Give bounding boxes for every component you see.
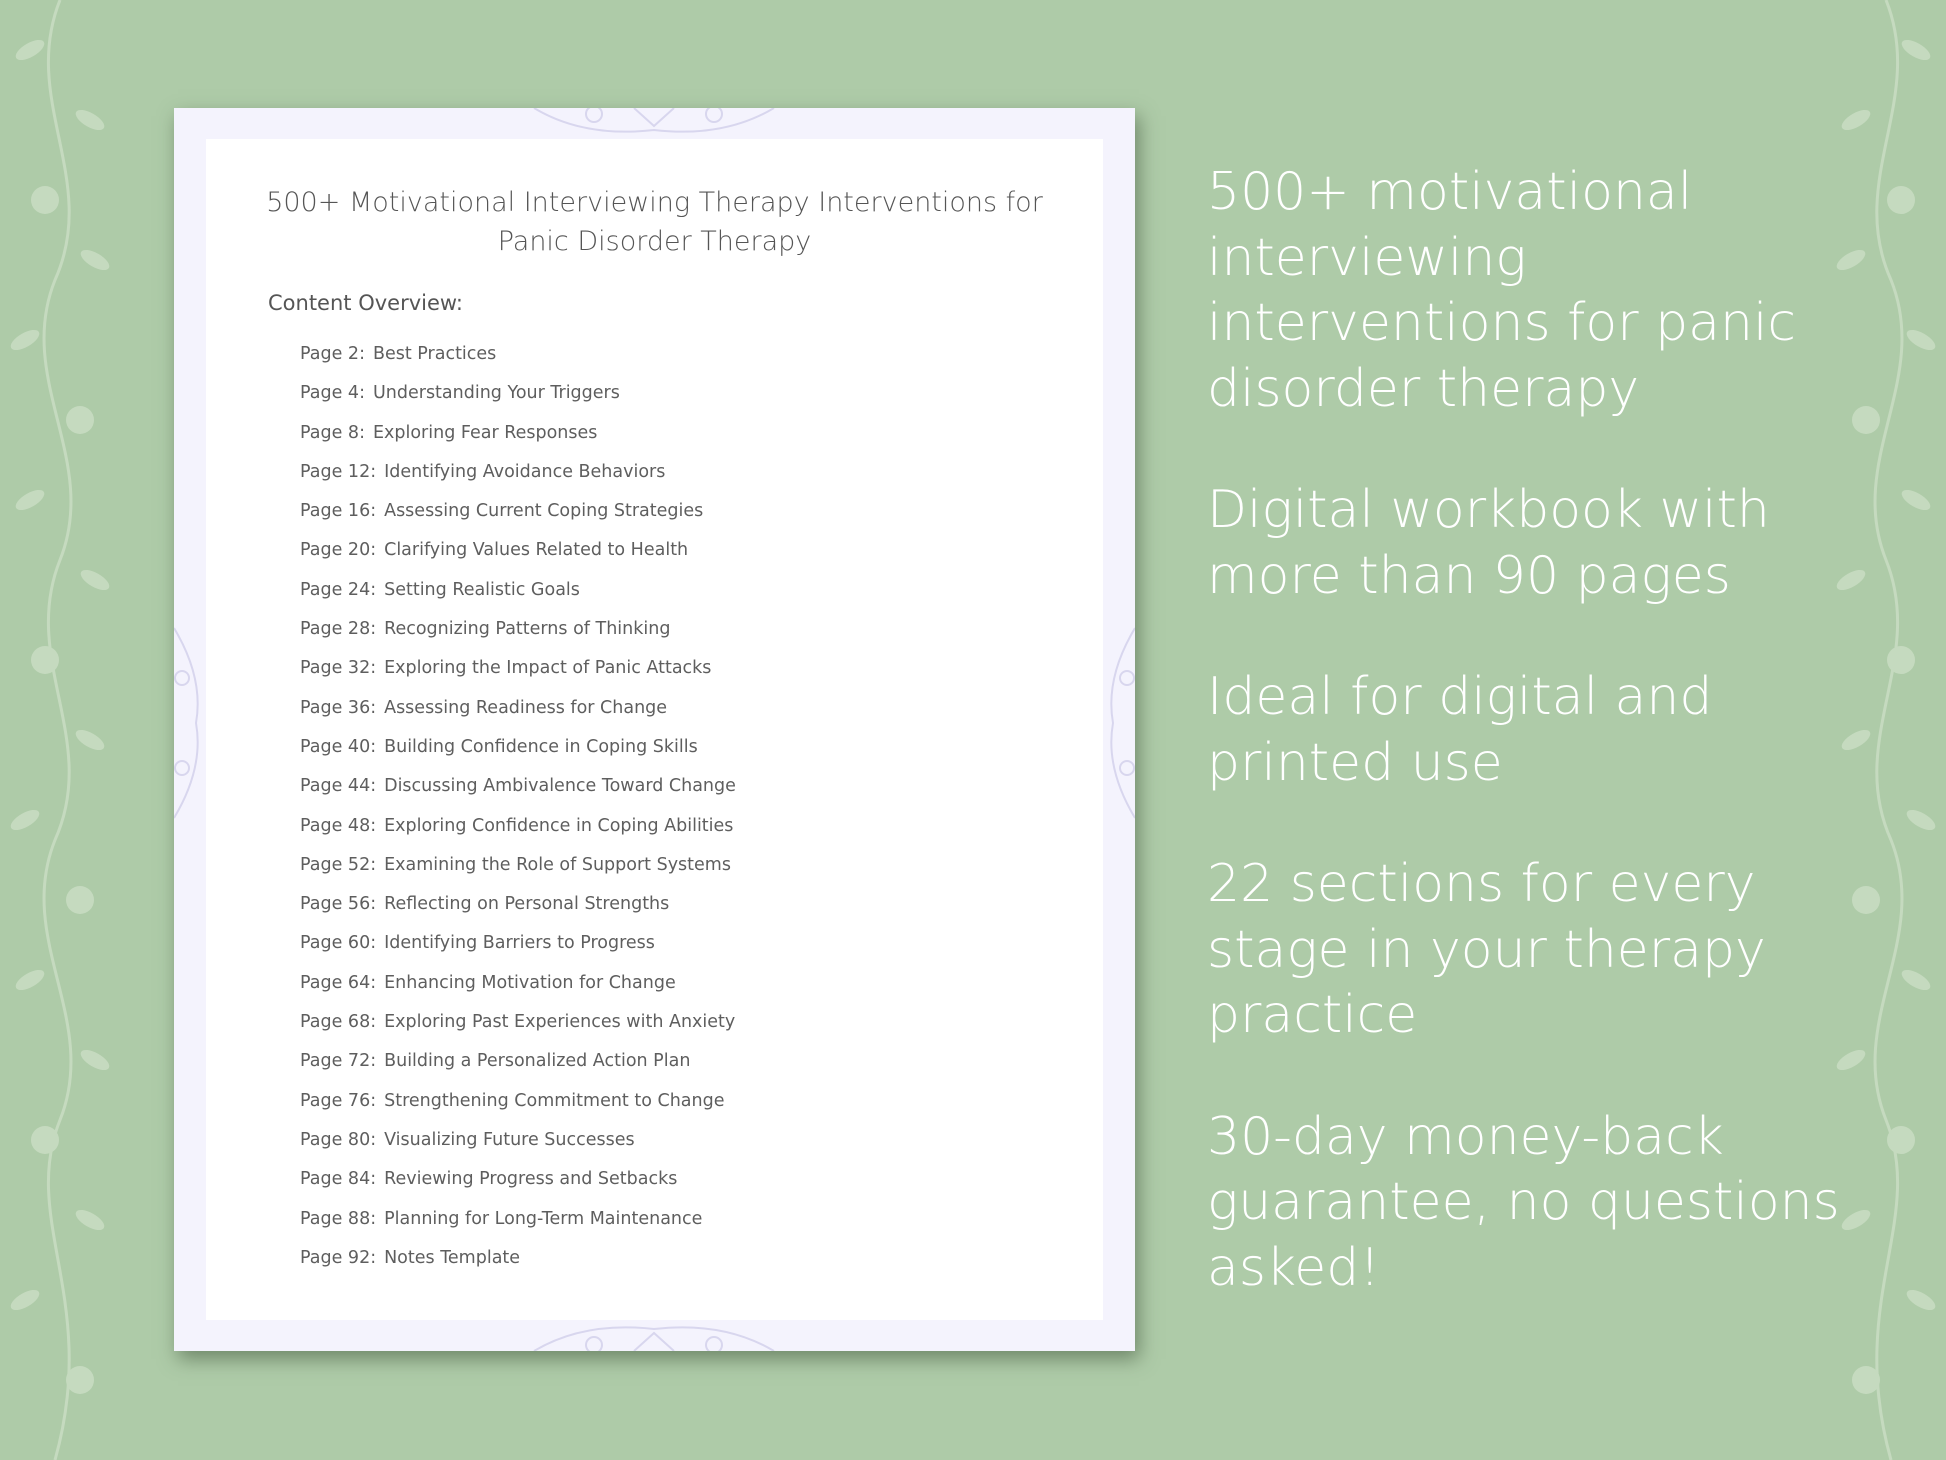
- toc-page-number: Page 80:: [300, 1129, 377, 1150]
- feature-item: 22 sections for every stage in your therapy practice: [1207, 854, 1766, 1045]
- feature-item: Ideal for digital and printed use: [1207, 667, 1713, 793]
- feature-item: Digital workbook with more than 90 pages: [1207, 480, 1770, 606]
- toc-page-number: Page 40:: [300, 736, 377, 757]
- toc-page-number: Page 92:: [300, 1247, 377, 1268]
- toc-section-title: Assessing Readiness for Change: [384, 697, 668, 718]
- toc-entry: [300, 492, 736, 531]
- toc-section-title: Setting Realistic Goals: [384, 579, 580, 600]
- toc-page-number: Page 8:: [300, 422, 365, 443]
- document-title: 500+ Motivational Interviewing Therapy Interventions for Panic Disorder Therapy: [266, 187, 1043, 257]
- toc-entry: [300, 1003, 736, 1042]
- toc-entry: [300, 689, 736, 728]
- toc-page-number: Page 48:: [300, 815, 377, 836]
- toc-page-number: Page 2:: [300, 344, 365, 364]
- toc-entry: [300, 1160, 736, 1199]
- toc-entry: [300, 1239, 736, 1278]
- toc-entry: [300, 964, 736, 1003]
- toc-section-title: Discussing Ambivalence Toward Change: [384, 776, 736, 797]
- toc-section-title: Notes Template: [384, 1247, 521, 1268]
- toc-entry: [300, 885, 736, 924]
- toc-section-title: Building Confidence in Coping Skills: [384, 736, 698, 757]
- toc-page-number: Page 36:: [300, 697, 377, 718]
- toc-section-title: Planning for Long-Term Maintenance: [384, 1208, 703, 1229]
- toc-section-title: Best Practices: [372, 344, 497, 364]
- toc-section-title: Strengthening Commitment to Change: [384, 1090, 725, 1111]
- toc-page-number: Page 84:: [300, 1169, 377, 1190]
- toc-section-title: Enhancing Motivation for Change: [384, 972, 676, 993]
- toc-section-title: Identifying Avoidance Behaviors: [384, 461, 666, 482]
- toc-section-title: Assessing Current Coping Strategies: [384, 501, 704, 522]
- mandala-top-decoration: [514, 108, 794, 138]
- table-of-contents: [300, 335, 736, 1278]
- toc-page-number: Page 76:: [300, 1090, 377, 1111]
- toc-page-number: Page 4:: [300, 383, 365, 404]
- toc-entry: [300, 571, 736, 610]
- toc-section-title: Understanding Your Triggers: [372, 383, 620, 404]
- toc-section-title: Examining the Role of Support Systems: [384, 854, 731, 875]
- mandala-bottom-decoration: [514, 1321, 794, 1351]
- toc-section-title: Exploring Fear Responses: [372, 422, 598, 443]
- mandala-right-decoration: [1103, 618, 1135, 828]
- floral-vine-left-decoration: [0, 0, 130, 1460]
- toc-page-number: Page 44:: [300, 776, 377, 797]
- toc-section-title: Exploring Past Experiences with Anxiety: [384, 1012, 736, 1033]
- document-sheet: [206, 139, 1103, 1320]
- toc-entry: [300, 924, 736, 963]
- toc-section-title: Clarifying Values Related to Health: [384, 540, 689, 561]
- toc-section-title: Identifying Barriers to Progress: [384, 933, 655, 954]
- toc-entry: [300, 414, 736, 453]
- toc-page-number: Page 24:: [300, 579, 377, 600]
- toc-section-title: Building a Personalized Action Plan: [384, 1051, 691, 1072]
- toc-section-title: Exploring Confidence in Coping Abilities: [384, 815, 734, 836]
- toc-section-title: Exploring the Impact of Panic Attacks: [384, 658, 712, 679]
- toc-page-number: Page 28:: [300, 619, 377, 640]
- toc-section-title: Reviewing Progress and Setbacks: [384, 1169, 678, 1190]
- toc-page-number: Page 64:: [300, 972, 377, 993]
- toc-entry: [300, 610, 736, 649]
- toc-page-number: Page 68:: [300, 1012, 377, 1033]
- toc-page-number: Page 72:: [300, 1051, 377, 1072]
- toc-entry: [300, 374, 736, 413]
- toc-entry: [300, 767, 736, 806]
- toc-section-title: Visualizing Future Successes: [384, 1129, 635, 1150]
- document-page-preview: [174, 108, 1135, 1351]
- toc-page-number: Page 52:: [300, 854, 377, 875]
- toc-entry: [300, 846, 736, 885]
- feature-item: 30-day money-back guarantee, no questions asked!: [1207, 1106, 1840, 1298]
- toc-page-number: Page 20:: [300, 540, 377, 561]
- toc-entry: [300, 335, 736, 374]
- feature-item: 500+ motivational interviewing interventions for panic disorder therapy: [1207, 162, 1797, 419]
- toc-page-number: Page 88:: [300, 1208, 377, 1229]
- toc-entry: [300, 1082, 736, 1121]
- toc-entry: [300, 453, 736, 492]
- toc-entry: [300, 1121, 736, 1160]
- toc-entry: [300, 649, 736, 688]
- toc-page-number: Page 16:: [300, 501, 377, 522]
- toc-entry: [300, 1200, 736, 1239]
- toc-page-number: Page 56:: [300, 894, 377, 915]
- feature-list: [1207, 160, 1847, 1357]
- toc-entry: [300, 531, 736, 570]
- toc-entry: [300, 728, 736, 767]
- mandala-left-decoration: [174, 618, 206, 828]
- toc-section-title: Recognizing Patterns of Thinking: [384, 619, 671, 640]
- toc-entry: [300, 807, 736, 846]
- toc-page-number: Page 32:: [300, 658, 377, 679]
- toc-page-number: Page 12:: [300, 461, 377, 482]
- toc-section-title: Reflecting on Personal Strengths: [384, 894, 670, 915]
- content-overview-heading: Content Overview:: [268, 291, 463, 315]
- toc-entry: [300, 1042, 736, 1081]
- toc-page-number: Page 60:: [300, 933, 377, 954]
